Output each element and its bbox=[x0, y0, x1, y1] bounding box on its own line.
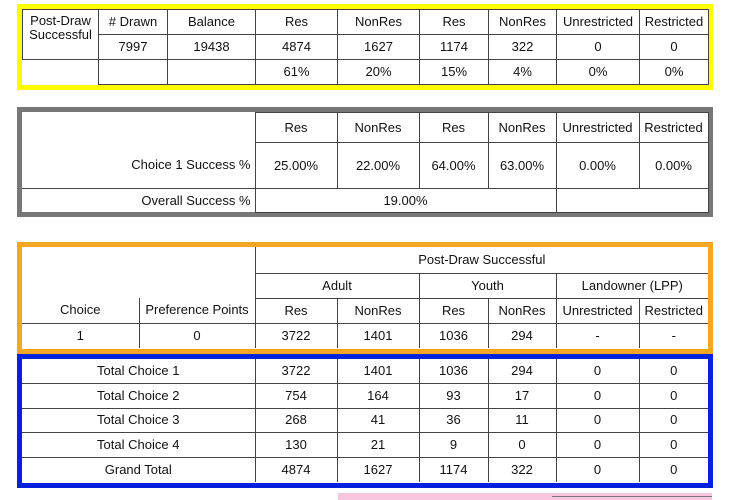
total-cell: 130 bbox=[255, 433, 337, 458]
summary-corner-label: Post-Draw Successful bbox=[23, 10, 99, 60]
overall-success-label: Overall Success % bbox=[22, 189, 255, 213]
postdraw-title: Post-Draw Successful bbox=[255, 247, 708, 273]
sub-nonres-2: NonRes bbox=[488, 298, 556, 323]
row-adult-res: 3722 bbox=[255, 323, 337, 348]
row-youth-nonres: 294 bbox=[488, 323, 556, 348]
header-balance: Balance bbox=[168, 10, 256, 35]
total-cell: 17 bbox=[488, 384, 556, 409]
count-restricted: 0 bbox=[640, 35, 709, 60]
row-points: 0 bbox=[139, 323, 255, 348]
grand-total-cell: 1174 bbox=[419, 457, 488, 482]
percent-res: 61% bbox=[256, 60, 338, 85]
total-cell: 0 bbox=[639, 433, 708, 458]
empty-cell bbox=[22, 247, 255, 273]
count-res-2: 1174 bbox=[420, 35, 489, 60]
grand-total-cell: 0 bbox=[639, 457, 708, 482]
percent-unrestricted: 0% bbox=[557, 60, 640, 85]
total-cell: 0 bbox=[488, 433, 556, 458]
total-cell: 0 bbox=[639, 359, 708, 384]
total-cell: 294 bbox=[488, 359, 556, 384]
total-cell: 0 bbox=[556, 359, 639, 384]
totals-table bbox=[22, 359, 708, 482]
group-adult: Adult bbox=[255, 273, 419, 298]
postdraw-panel bbox=[17, 242, 713, 354]
total-cell: 11 bbox=[488, 408, 556, 433]
grand-total-cell: 1627 bbox=[337, 457, 419, 482]
sub-nonres: NonRes bbox=[337, 298, 419, 323]
total-row-label: Total Choice 2 bbox=[22, 384, 255, 409]
choice1-success-label: Choice 1 Success % bbox=[22, 143, 255, 189]
total-cell: 9 bbox=[419, 433, 488, 458]
overall-success-value: 19.00% bbox=[255, 189, 556, 213]
row-choice: 1 bbox=[22, 323, 139, 348]
group-youth: Youth bbox=[419, 273, 556, 298]
sub-restricted: Restricted bbox=[639, 298, 708, 323]
sub-res-2: Res bbox=[419, 298, 488, 323]
header-drawn: # Drawn bbox=[99, 10, 168, 35]
header-restricted: Restricted bbox=[640, 10, 709, 35]
header-res: Res bbox=[256, 10, 338, 35]
choice1-unrestricted: 0.00% bbox=[556, 143, 639, 189]
choice1-res-2: 64.00% bbox=[419, 143, 488, 189]
choice1-res: 25.00% bbox=[255, 143, 337, 189]
total-row-label: Total Choice 3 bbox=[22, 408, 255, 433]
total-cell: 1401 bbox=[337, 359, 419, 384]
total-cell: 3722 bbox=[255, 359, 337, 384]
percent-nonres-2: 4% bbox=[489, 60, 557, 85]
grand-total-cell: 4874 bbox=[255, 457, 337, 482]
total-cell: 1036 bbox=[419, 359, 488, 384]
summary-panel bbox=[17, 4, 713, 90]
total-row-label: Total Choice 4 bbox=[22, 433, 255, 458]
row-restricted: - bbox=[639, 323, 708, 348]
empty-cell bbox=[22, 273, 255, 298]
choice-success-table bbox=[22, 112, 709, 213]
cs-header-res-2: Res bbox=[419, 113, 488, 143]
count-nonres-2: 322 bbox=[489, 35, 557, 60]
postdraw-table bbox=[22, 247, 708, 348]
count-unrestricted: 0 bbox=[557, 35, 640, 60]
cs-header-nonres: NonRes bbox=[337, 113, 419, 143]
choice1-nonres: 22.00% bbox=[337, 143, 419, 189]
choice1-restricted: 0.00% bbox=[639, 143, 708, 189]
totals-panel bbox=[17, 354, 713, 488]
col-choice: Choice bbox=[22, 298, 139, 323]
group-landowner: Landowner (LPP) bbox=[556, 273, 708, 298]
header-nonres: NonRes bbox=[338, 10, 420, 35]
cs-header-unrestricted: Unrestricted bbox=[556, 113, 639, 143]
header-unrestricted: Unrestricted bbox=[557, 10, 640, 35]
grand-total-label: Grand Total bbox=[22, 457, 255, 482]
count-drawn: 7997 bbox=[99, 35, 168, 60]
cs-header-restricted: Restricted bbox=[639, 113, 708, 143]
count-nonres: 1627 bbox=[338, 35, 420, 60]
row-adult-nonres: 1401 bbox=[337, 323, 419, 348]
row-youth-res: 1036 bbox=[419, 323, 488, 348]
choice-success-panel bbox=[17, 107, 713, 217]
total-cell: 21 bbox=[337, 433, 419, 458]
total-row-label: Total Choice 1 bbox=[22, 359, 255, 384]
percent-res-2: 15% bbox=[420, 60, 489, 85]
total-cell: 93 bbox=[419, 384, 488, 409]
empty-cell bbox=[556, 189, 708, 213]
empty-cell bbox=[22, 113, 255, 143]
header-res-2: Res bbox=[420, 10, 489, 35]
total-cell: 0 bbox=[639, 408, 708, 433]
count-balance: 19438 bbox=[168, 35, 256, 60]
total-cell: 36 bbox=[419, 408, 488, 433]
cs-header-nonres-2: NonRes bbox=[488, 113, 556, 143]
empty-cell bbox=[168, 60, 256, 85]
sub-res: Res bbox=[255, 298, 337, 323]
count-res: 4874 bbox=[256, 35, 338, 60]
total-cell: 164 bbox=[337, 384, 419, 409]
sub-unrestricted: Unrestricted bbox=[556, 298, 639, 323]
cs-header-res: Res bbox=[255, 113, 337, 143]
total-cell: 0 bbox=[556, 384, 639, 409]
percent-restricted: 0% bbox=[640, 60, 709, 85]
total-cell: 0 bbox=[639, 384, 708, 409]
grand-total-cell: 0 bbox=[556, 457, 639, 482]
total-cell: 41 bbox=[337, 408, 419, 433]
header-nonres-2: NonRes bbox=[489, 10, 557, 35]
total-cell: 754 bbox=[255, 384, 337, 409]
total-cell: 268 bbox=[255, 408, 337, 433]
empty-cell bbox=[99, 60, 168, 85]
choice1-nonres-2: 63.00% bbox=[488, 143, 556, 189]
summary-table bbox=[22, 9, 709, 85]
grand-total-cell: 322 bbox=[488, 457, 556, 482]
col-preference-points: Preference Points bbox=[139, 298, 255, 323]
row-unrestricted: - bbox=[556, 323, 639, 348]
total-cell: 0 bbox=[556, 408, 639, 433]
percent-nonres: 20% bbox=[338, 60, 420, 85]
pink-strip-divider bbox=[552, 496, 712, 497]
empty-cell bbox=[23, 60, 99, 85]
total-cell: 0 bbox=[556, 433, 639, 458]
